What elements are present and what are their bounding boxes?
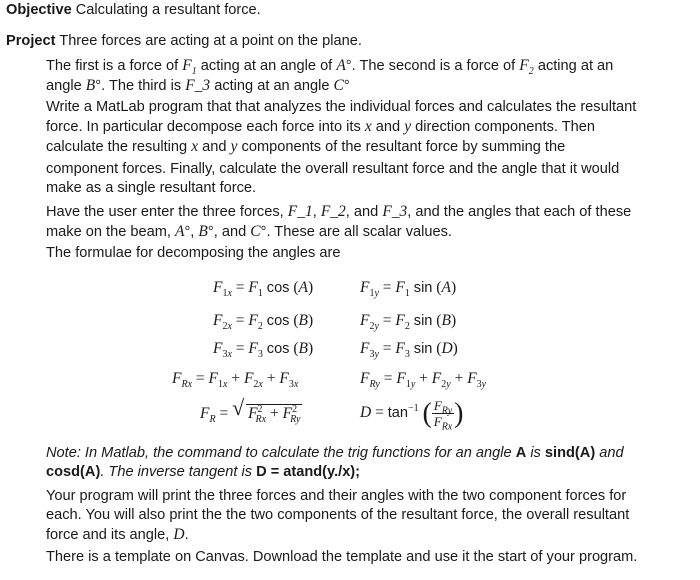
eq-f1y: $F_{1y} = F_1$ sin (A)	[360, 279, 457, 300]
output-paragraph: Your program will print the three forces and their angles with the two component forces for each. You will also print the the two components of the resultant force, the overall resultant force and its angle, D.	[46, 488, 630, 543]
objective-label: Objective	[6, 2, 72, 18]
objective-text: Calculating a resultant force.	[75, 2, 261, 18]
eq-f1x: $F_{1x} = F_1$ cos (A)	[213, 279, 314, 300]
eq-f3y: $F_{3y} = F_3$ sin (D)	[360, 340, 458, 361]
eq-frx: $F_{Rx} = F_{1x} + F_{2x} + F_{3x}$	[172, 370, 299, 391]
eq-d: $D = \tan^{-1}$ ( $\frac{F_{Ry}}{F_{Rx}}$ )	[360, 398, 464, 433]
eq-f2x: $F_{2x} = F_2$ cos (B)	[213, 312, 314, 333]
forces-paragraph: The first is a force of $F_1$ acting at an angle of A°. The second is a force of $F_2$ acting at an angle B°. The third is F_3 acting at an angle C°	[46, 57, 614, 94]
eq-f3x: $F_{3x} = F_3$ cos (B)	[213, 340, 314, 361]
matlab-note: Note: In Matlab, the command to calculate the trig functions for an angle A is sind(A) and cosd(A). The inverse tangent is D = atand(y./x);	[46, 445, 624, 480]
user-input-paragraph: Have the user enter the three forces, F_1, F_2, and F_3, and the angles that each of these make on the beam, A°, B°, and C°. These are all scalar values.	[46, 203, 632, 240]
eq-fr: $F_R$ = √ $F^2_{Rx} + F^2_{Ry}$	[200, 395, 301, 426]
objective-line	[6, 1, 261, 20]
eq-f2y: $F_{2y} = F_2$ sin (B)	[360, 312, 457, 333]
template-paragraph: There is a template on Canvas. Download the template and use it the start of your program.	[46, 549, 638, 565]
eq-fry: $F_{Ry} = F_{1y} + F_{2y} + F_{3y}$	[360, 370, 487, 391]
instructions-paragraph-cont: component forces. Finally, calculate the overall resultant force and the angle that it would make as a single resultant force.	[46, 161, 620, 196]
project-label: Project	[6, 33, 56, 49]
project-line	[6, 32, 362, 51]
instructions-paragraph: Write a MatLab program that that analyzes the individual forces and calculates the resultant force. In particular decompose each force into its x and y direction components. Then calculate the resulting x and y components of the resultant force by summing the	[46, 99, 637, 155]
formulae-intro: The formulae for decomposing the angles are	[46, 245, 341, 261]
project-text: Three forces are acting at a point on the plane.	[59, 33, 362, 49]
